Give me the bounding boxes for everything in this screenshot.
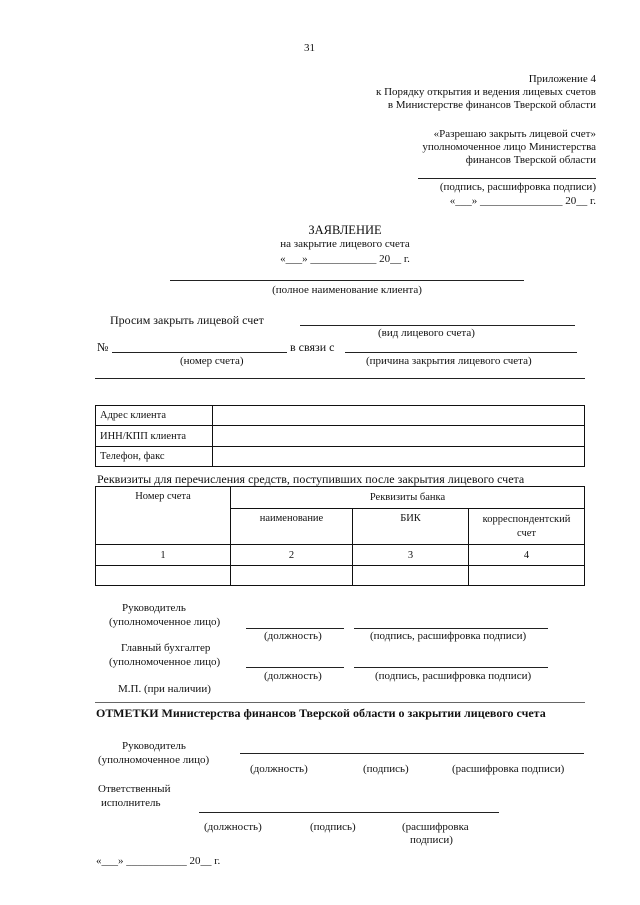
ministry-signature-caption: (подпись) bbox=[363, 763, 409, 775]
approval-signature-line bbox=[418, 178, 596, 179]
col-bik: БИК bbox=[353, 509, 469, 545]
approval-line-3: финансов Тверской области bbox=[465, 154, 596, 166]
accountant-position-caption: (должность) bbox=[264, 670, 322, 682]
client-address-label: Адрес клиента bbox=[96, 406, 213, 426]
due-to-label: в связи с bbox=[290, 340, 335, 354]
request-text: Просим закрыть лицевой счет bbox=[110, 313, 264, 327]
head-signature-line bbox=[354, 628, 548, 629]
client-name-line bbox=[170, 280, 524, 281]
executor-label: Ответственный bbox=[98, 783, 171, 795]
reason-line bbox=[345, 352, 577, 353]
col-number-4: 4 bbox=[469, 545, 585, 566]
appendix-line-2: к Порядку открытия и ведения лицевых счетов bbox=[375, 86, 596, 98]
col-number-1: 1 bbox=[96, 545, 231, 566]
reason-caption: (причина закрытия лицевого счета) bbox=[366, 355, 532, 367]
bank-row-cell bbox=[353, 566, 469, 586]
col-account-number: Номер счета bbox=[96, 487, 231, 545]
account-type-line bbox=[300, 325, 575, 326]
ministry-head-sublabel: (уполномоченное лицо) bbox=[98, 754, 210, 766]
approval-sign-caption: (подпись, расшифровка подписи) bbox=[439, 181, 596, 193]
executor-decode-caption-1: (расшифровка bbox=[402, 821, 469, 833]
account-type-caption: (вид лицевого счета) bbox=[378, 327, 475, 339]
client-phone-label: Телефон, факс bbox=[96, 447, 213, 467]
col-bank-details: Реквизиты банка bbox=[231, 487, 585, 509]
executor-signature-caption: (подпись) bbox=[310, 821, 356, 833]
document-subtitle: на закрытие лицевого счета bbox=[280, 238, 410, 250]
number-sign: № bbox=[97, 340, 109, 354]
accountant-sublabel: (уполномоченное лицо) bbox=[109, 656, 221, 668]
stamp-label: М.П. (при наличии) bbox=[118, 683, 211, 695]
head-signature-caption: (подпись, расшифровка подписи) bbox=[370, 630, 527, 642]
head-sublabel: (уполномоченное лицо) bbox=[109, 616, 221, 628]
bank-table-caption: Реквизиты для перечисления средств, поступивших после закрытия лицевого счета bbox=[97, 472, 525, 486]
account-number-caption: (номер счета) bbox=[180, 355, 244, 367]
client-inn-value bbox=[213, 426, 585, 447]
account-number-line bbox=[112, 352, 287, 353]
col-bank-name: наименование bbox=[231, 509, 353, 545]
bank-row-cell bbox=[231, 566, 353, 586]
executor-position-caption: (должность) bbox=[204, 821, 262, 833]
ministry-heading: ОТМЕТКИ Министерства финансов Тверской области о закрытии лицевого счета bbox=[96, 706, 546, 720]
executor-decode-caption-2: подписи) bbox=[410, 834, 453, 846]
head-label: Руководитель bbox=[122, 602, 186, 614]
client-address-value bbox=[213, 406, 585, 426]
ministry-date: «___» ___________ 20__ г. bbox=[96, 855, 221, 867]
head-position-line bbox=[246, 628, 344, 629]
bank-row-cell bbox=[469, 566, 585, 586]
bank-row-cell bbox=[96, 566, 231, 586]
client-name-caption: (полное наименование клиента) bbox=[272, 284, 422, 296]
ministry-head-line bbox=[240, 753, 584, 754]
col-number-2: 2 bbox=[231, 545, 353, 566]
accountant-signature-caption: (подпись, расшифровка подписи) bbox=[375, 670, 532, 682]
appendix-line-3: в Министерстве финансов Тверской области bbox=[387, 99, 596, 111]
head-position-caption: (должность) bbox=[264, 630, 322, 642]
client-info-table bbox=[95, 405, 585, 467]
reason-continuation-line bbox=[95, 378, 585, 379]
client-phone-value bbox=[213, 447, 585, 467]
bank-details-table bbox=[95, 486, 585, 586]
col-corr-account: корреспондентский счет bbox=[469, 509, 585, 545]
approval-date: «___» _______________ 20__ г. bbox=[449, 195, 596, 207]
document-title: ЗАЯВЛЕНИЕ bbox=[308, 223, 382, 237]
executor-sublabel: исполнитель bbox=[101, 797, 161, 809]
ministry-head-label: Руководитель bbox=[122, 740, 186, 752]
approval-line-1: «Разрешаю закрыть лицевой счет» bbox=[433, 128, 596, 140]
client-inn-label: ИНН/КПП клиента bbox=[96, 426, 213, 447]
page-number: 31 bbox=[304, 42, 315, 54]
document-date: «___» ____________ 20__ г. bbox=[280, 253, 410, 265]
ministry-position-caption: (должность) bbox=[250, 763, 308, 775]
accountant-position-line bbox=[246, 667, 344, 668]
approval-line-2: уполномоченное лицо Министерства bbox=[422, 141, 596, 153]
accountant-signature-line bbox=[354, 667, 548, 668]
accountant-label: Главный бухгалтер bbox=[121, 642, 211, 654]
col-number-3: 3 bbox=[353, 545, 469, 566]
ministry-decode-caption: (расшифровка подписи) bbox=[452, 763, 565, 775]
section-divider bbox=[95, 702, 585, 703]
appendix-line-1: Приложение 4 bbox=[528, 73, 596, 85]
executor-line bbox=[199, 812, 499, 813]
